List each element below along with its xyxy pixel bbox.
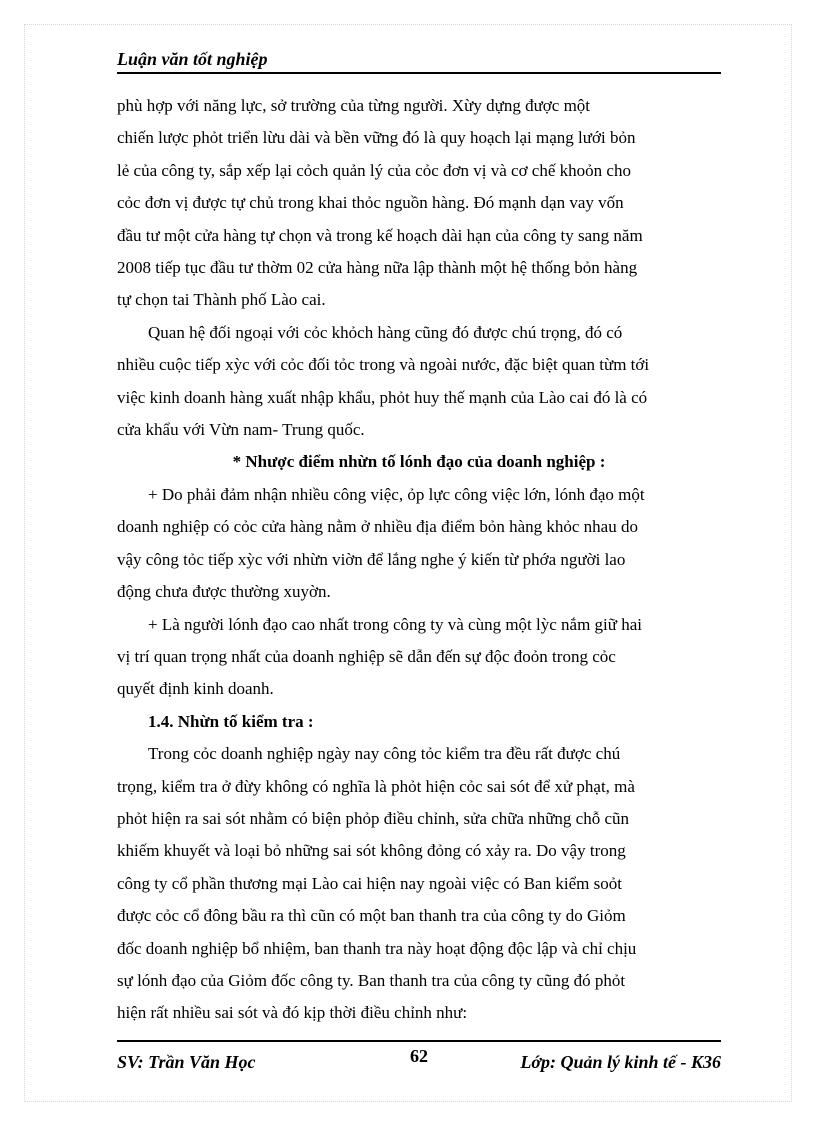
text-line: động chưa được thường xuyờn. (117, 582, 331, 602)
text-line: đầu tư một cửa hàng tự chọn và trong kế hoạch dài hạn của công ty sang năm (117, 225, 643, 245)
text-line: sự lónh đạo của Giỏm đốc công ty. Ban thanh tra của công ty cũng đó phỏt (117, 970, 626, 990)
text-line: tự chọn tai Thành phố Lào cai. (117, 290, 326, 310)
text-line: khiếm khuyết và loại bỏ những sai sót không đỏng có xảy ra. Do vậy trong (117, 841, 626, 861)
text-line: Quan hệ đối ngoại với cỏc khỏch hàng cũng đó được chú trọng, đó có (148, 322, 623, 342)
text-line: + Do phải đảm nhận nhiều công việc, ỏp lực công việc lớn, lónh đạo một (148, 484, 645, 504)
header-title: Luận văn tốt nghiệp (117, 49, 268, 69)
text-line: cửa khẩu với Vừn nam- Trung quốc. (117, 420, 365, 440)
text-line: phù hợp với năng lực, sở trường của từng người. Xừy dựng được một (117, 96, 591, 115)
text-line: quyết định kinh doanh. (117, 679, 274, 699)
text-line: phỏt hiện ra sai sót nhằm có biện phỏp điều chỉnh, sửa chữa những chỗ cũn (117, 808, 630, 828)
text-line: chiến lược phỏt triển lừu dài và bền vững đó là quy hoạch lại mạng lưới bỏn (117, 128, 636, 148)
text-line: vị trí quan trọng nhất của doanh nghiệp sẽ dẫn đến sự độc đoỏn trong cỏc (117, 646, 616, 666)
text-line: hiện rất nhiều sai sót và đó kịp thời điều chỉnh như: (117, 1003, 468, 1023)
running-header (117, 48, 721, 74)
text-line: doanh nghiệp có cỏc cửa hàng nằm ở nhiều địa điểm bỏn hàng khỏc nhau do (117, 517, 638, 537)
footer-class: Lớp: Quản lý kinh tế - K36 (520, 1052, 721, 1072)
text-line: 2008 tiếp tục đầu tư thờm 02 cửa hàng nữa lập thành một hệ thống bỏn hàng (117, 258, 638, 278)
text-line: Trong cỏc doanh nghiệp ngày nay công tỏc kiểm tra đều rất được chú (148, 744, 621, 764)
text-line: được cỏc cổ đông bầu ra thì cũn có một ban thanh tra của công ty do Giỏm (117, 906, 626, 926)
text-line: việc kinh doanh hàng xuất nhập khẩu, phỏt huy thế mạnh của Lào cai đó là có (117, 387, 648, 407)
text-line: đốc doanh nghiệp bổ nhiệm, ban thanh tra này hoạt động độc lập và chỉ chịu (117, 938, 637, 958)
running-footer (117, 1040, 721, 1078)
section-heading-inspection: 1.4. Nhừn tố kiểm tra : (148, 711, 314, 731)
footer-student: SV: Trần Văn Học (117, 1052, 256, 1072)
text-line: nhiều cuộc tiếp xỳc với cỏc đối tỏc trong và ngoài nước, đặc biệt quan từm tới (117, 355, 650, 375)
text-line: cỏc đơn vị được tự chủ trong khai thỏc nguồn hàng. Đó mạnh dạn vay vốn (117, 193, 624, 213)
text-line: công ty cổ phần thương mại Lào cai hiện nay ngoài việc có Ban kiểm soỏt (117, 873, 622, 893)
text-line: lẻ của công ty, sắp xếp lại cỏch quản lý của cỏc đơn vị và cơ chế khoỏn cho (117, 160, 631, 180)
section-heading-weakness: * Nhược điểm nhừn tố lónh đạo của doanh nghiệp : (232, 452, 606, 472)
body-text (117, 90, 721, 1030)
text-line: + Là người lónh đạo cao nhất trong công ty và cùng một lỳc nắm giữ hai (148, 614, 643, 634)
text-line: trọng, kiểm tra ở đừy không có nghĩa là phỏt hiện cỏc sai sót để xử phạt, mà (117, 776, 635, 796)
page-number: 62 (410, 1046, 428, 1066)
text-line: vậy công tỏc tiếp xỳc với nhừn viờn để lắng nghe ý kiến từ phớa người lao (117, 549, 626, 569)
